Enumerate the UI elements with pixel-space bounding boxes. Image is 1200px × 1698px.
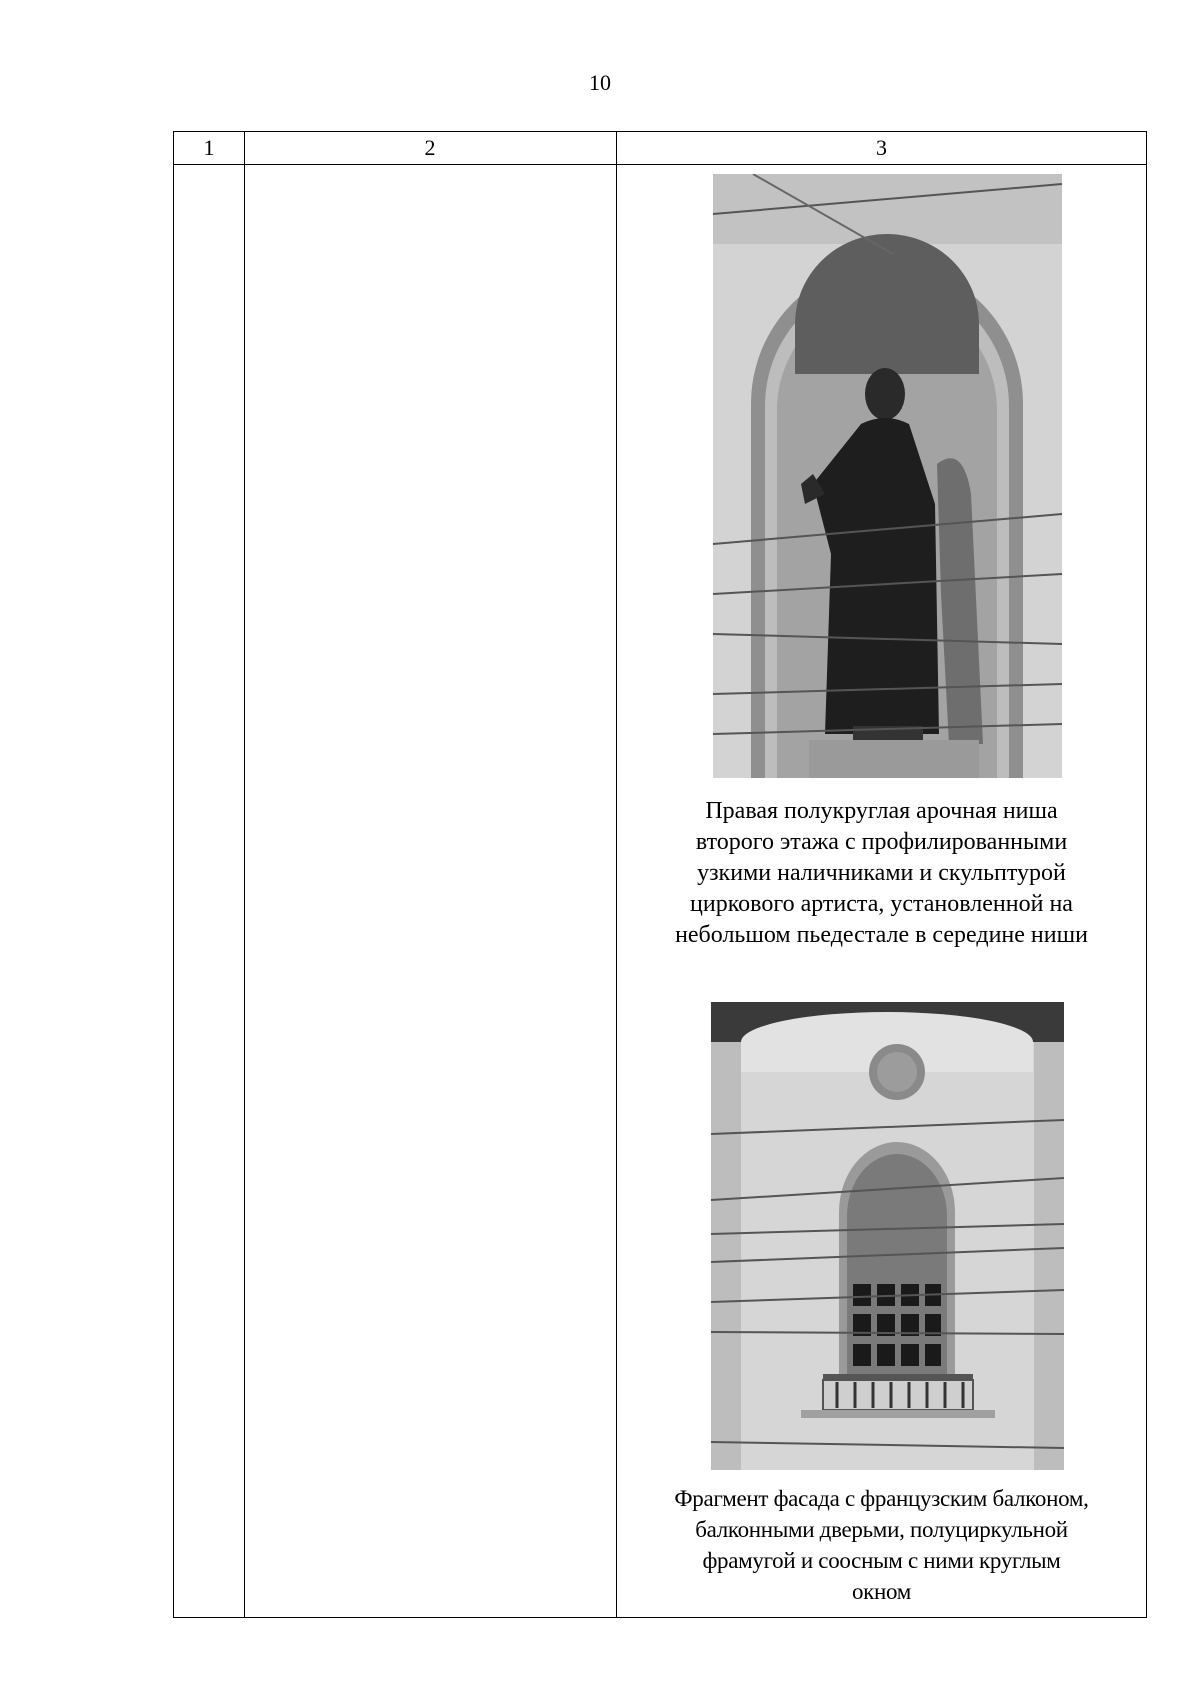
header-cell-1: 1 [203, 135, 215, 160]
table-header-row [174, 132, 1146, 165]
facade-balcony-caption: Фрагмент фасада с французским балконом, балконными дверьми, полуциркульной фрамугой и соосным с ними круглым окном [674, 1486, 1089, 1604]
statue-niche-photo [713, 174, 1062, 778]
header-cell-2: 2 [424, 135, 436, 160]
facade-balcony-image [711, 1002, 1064, 1470]
statue-niche-caption: Правая полукруглая арочная ниша второго этажа с профилированными узкими наличниками и скульптурой циркового артиста, установленной на небольшом пьедестале в середине ниши [675, 798, 1088, 948]
table-cell-description [616, 165, 1147, 1617]
statue-niche-image [713, 174, 1062, 778]
document-table [173, 131, 1147, 1618]
facade-balcony-photo [711, 1002, 1064, 1470]
page-number: 10 [589, 70, 611, 95]
header-cell-3: 3 [876, 135, 887, 160]
column-divider-1 [244, 132, 245, 1617]
